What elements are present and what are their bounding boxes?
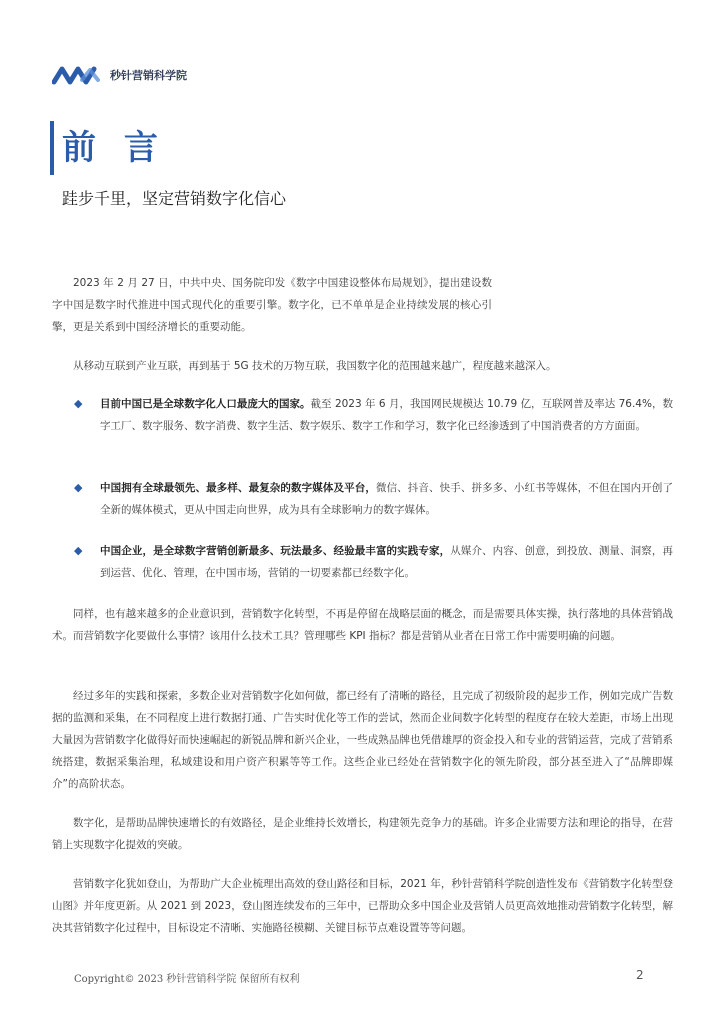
bullet-item-2 — [52, 477, 673, 521]
title-accent-bar — [50, 121, 54, 175]
paragraph-5: 数字化，是帮助品牌快速增长的有效路径，是企业维持长效增长，构建领先竞争力的基础。许多企业需要方法和理论的指导，在营销上实现数字化提效的突破。 — [52, 817, 673, 851]
diamond-bullet-icon: ◆ — [74, 544, 83, 557]
page-title: 前 言 — [62, 128, 166, 168]
diamond-bullet-icon: ◆ — [74, 397, 83, 410]
paragraph-4: 经过多年的实践和探索，多数企业对营销数字化如何做，都已经有了清晰的路径，且完成了初级阶段的起步工作，例如完成广告数据的监测和采集，在不同程度上进行数据打通、广告实时优化等工作的尝试，然而企业间数字化转型的程度存在较大差距，市场上出现大量因为营销数字化做得好而快速崛起的新锐品牌和新兴企业，一些成熟品牌也凭借雄厚的资金投入和专业的营销运营，完成了营销系统搭建，数据采集治理，私域建设和用户资产积累等等工作。这些企业已经处在营销数字化的领先阶段，部分甚至进入了“品牌即媒介”的高阶状态。 — [52, 690, 673, 790]
bullet-1-bold: 目前中国已是全球数字化人口最庞大的国家。 — [100, 398, 311, 410]
paragraph-3: 同样，也有越来越多的企业意识到，营销数字化转型，不再是停留在战略层面的概念，而是需要具体实操，执行落地的具体营销战术。而营销数字化要做什么事情？该用什么技术工具？管理哪些 KPI 指标？都是营销从业者在日常工作中需要明确的问题。 — [52, 608, 673, 642]
paragraph-6: 营销数字化犹如登山，为帮助广大企业梳理出高效的登山路径和目标，2021 年，秒针营销科学院创造性发布《营销数字化转型登山图》并年度更新。从 2021 到 2023，登山图连续发布的三年中，已帮助众多中国企业及营销人员更高效地推动营销数字化转型，解决其营销数字化过程中，目标设定不清晰、实施路径模糊、关键目标节点难设置等等问题。 — [52, 878, 673, 934]
bullet-item-1 — [52, 393, 673, 437]
page-number: 2 — [636, 968, 644, 982]
copyright-footer: Copyright© 2023 秒针营销科学院 保留所有权利 — [74, 974, 300, 985]
bullet-3-text: 从媒介、内容、创意，到投放、测量、洞察，再到运营、优化、管理，在中国市场，营销的一切要素都已经数字化。 — [100, 545, 673, 579]
paragraph-2: 从移动互联到产业互联，再到基于 5G 技术的万物互联，我国数字化的范围越来越广，程度越来越深入。 — [73, 360, 557, 372]
bullet-1-text: 截至 2023 年 6 月，我国网民规模达 10.79 亿，互联网普及率达 76.4%，数字工厂、数字服务、数字消费、数字生活、数字娱乐、数字工作和学习，数字化已经渗透到了中国消费者的方方面面。 — [100, 398, 673, 432]
bullet-2-bold: 中国拥有全球最领先、最多样、最复杂的数字媒体及平台， — [100, 482, 376, 494]
page-subtitle: 跬步千里，坚定营销数字化信心 — [62, 189, 287, 208]
brand-logo-icon — [52, 64, 100, 86]
paragraph-1: 2023 年 2 月 27 日，中共中央、国务院印发《数字中国建设整体布局规划》，提出建设数字中国是数字时代推进中国式现代化的重要引擎。数字化，已不单单是企业持续发展的核心引擎，更是关系到中国经济增长的重要动能。 — [52, 277, 492, 333]
bullet-2-text: 微信、抖音、快手、拼多多、小红书等媒体，不但在国内开创了全新的媒体模式，更从中国走向世界，成为具有全球影响力的数字媒体。 — [100, 482, 674, 516]
brand-name: 秒针营销科学院 — [110, 69, 187, 82]
bullet-item-3 — [52, 540, 673, 584]
bullet-3-bold: 中国企业，是全球数字营销创新最多、玩法最多、经验最丰富的实践专家， — [100, 545, 451, 557]
brand-logo — [52, 64, 187, 86]
diamond-bullet-icon: ◆ — [74, 481, 83, 494]
